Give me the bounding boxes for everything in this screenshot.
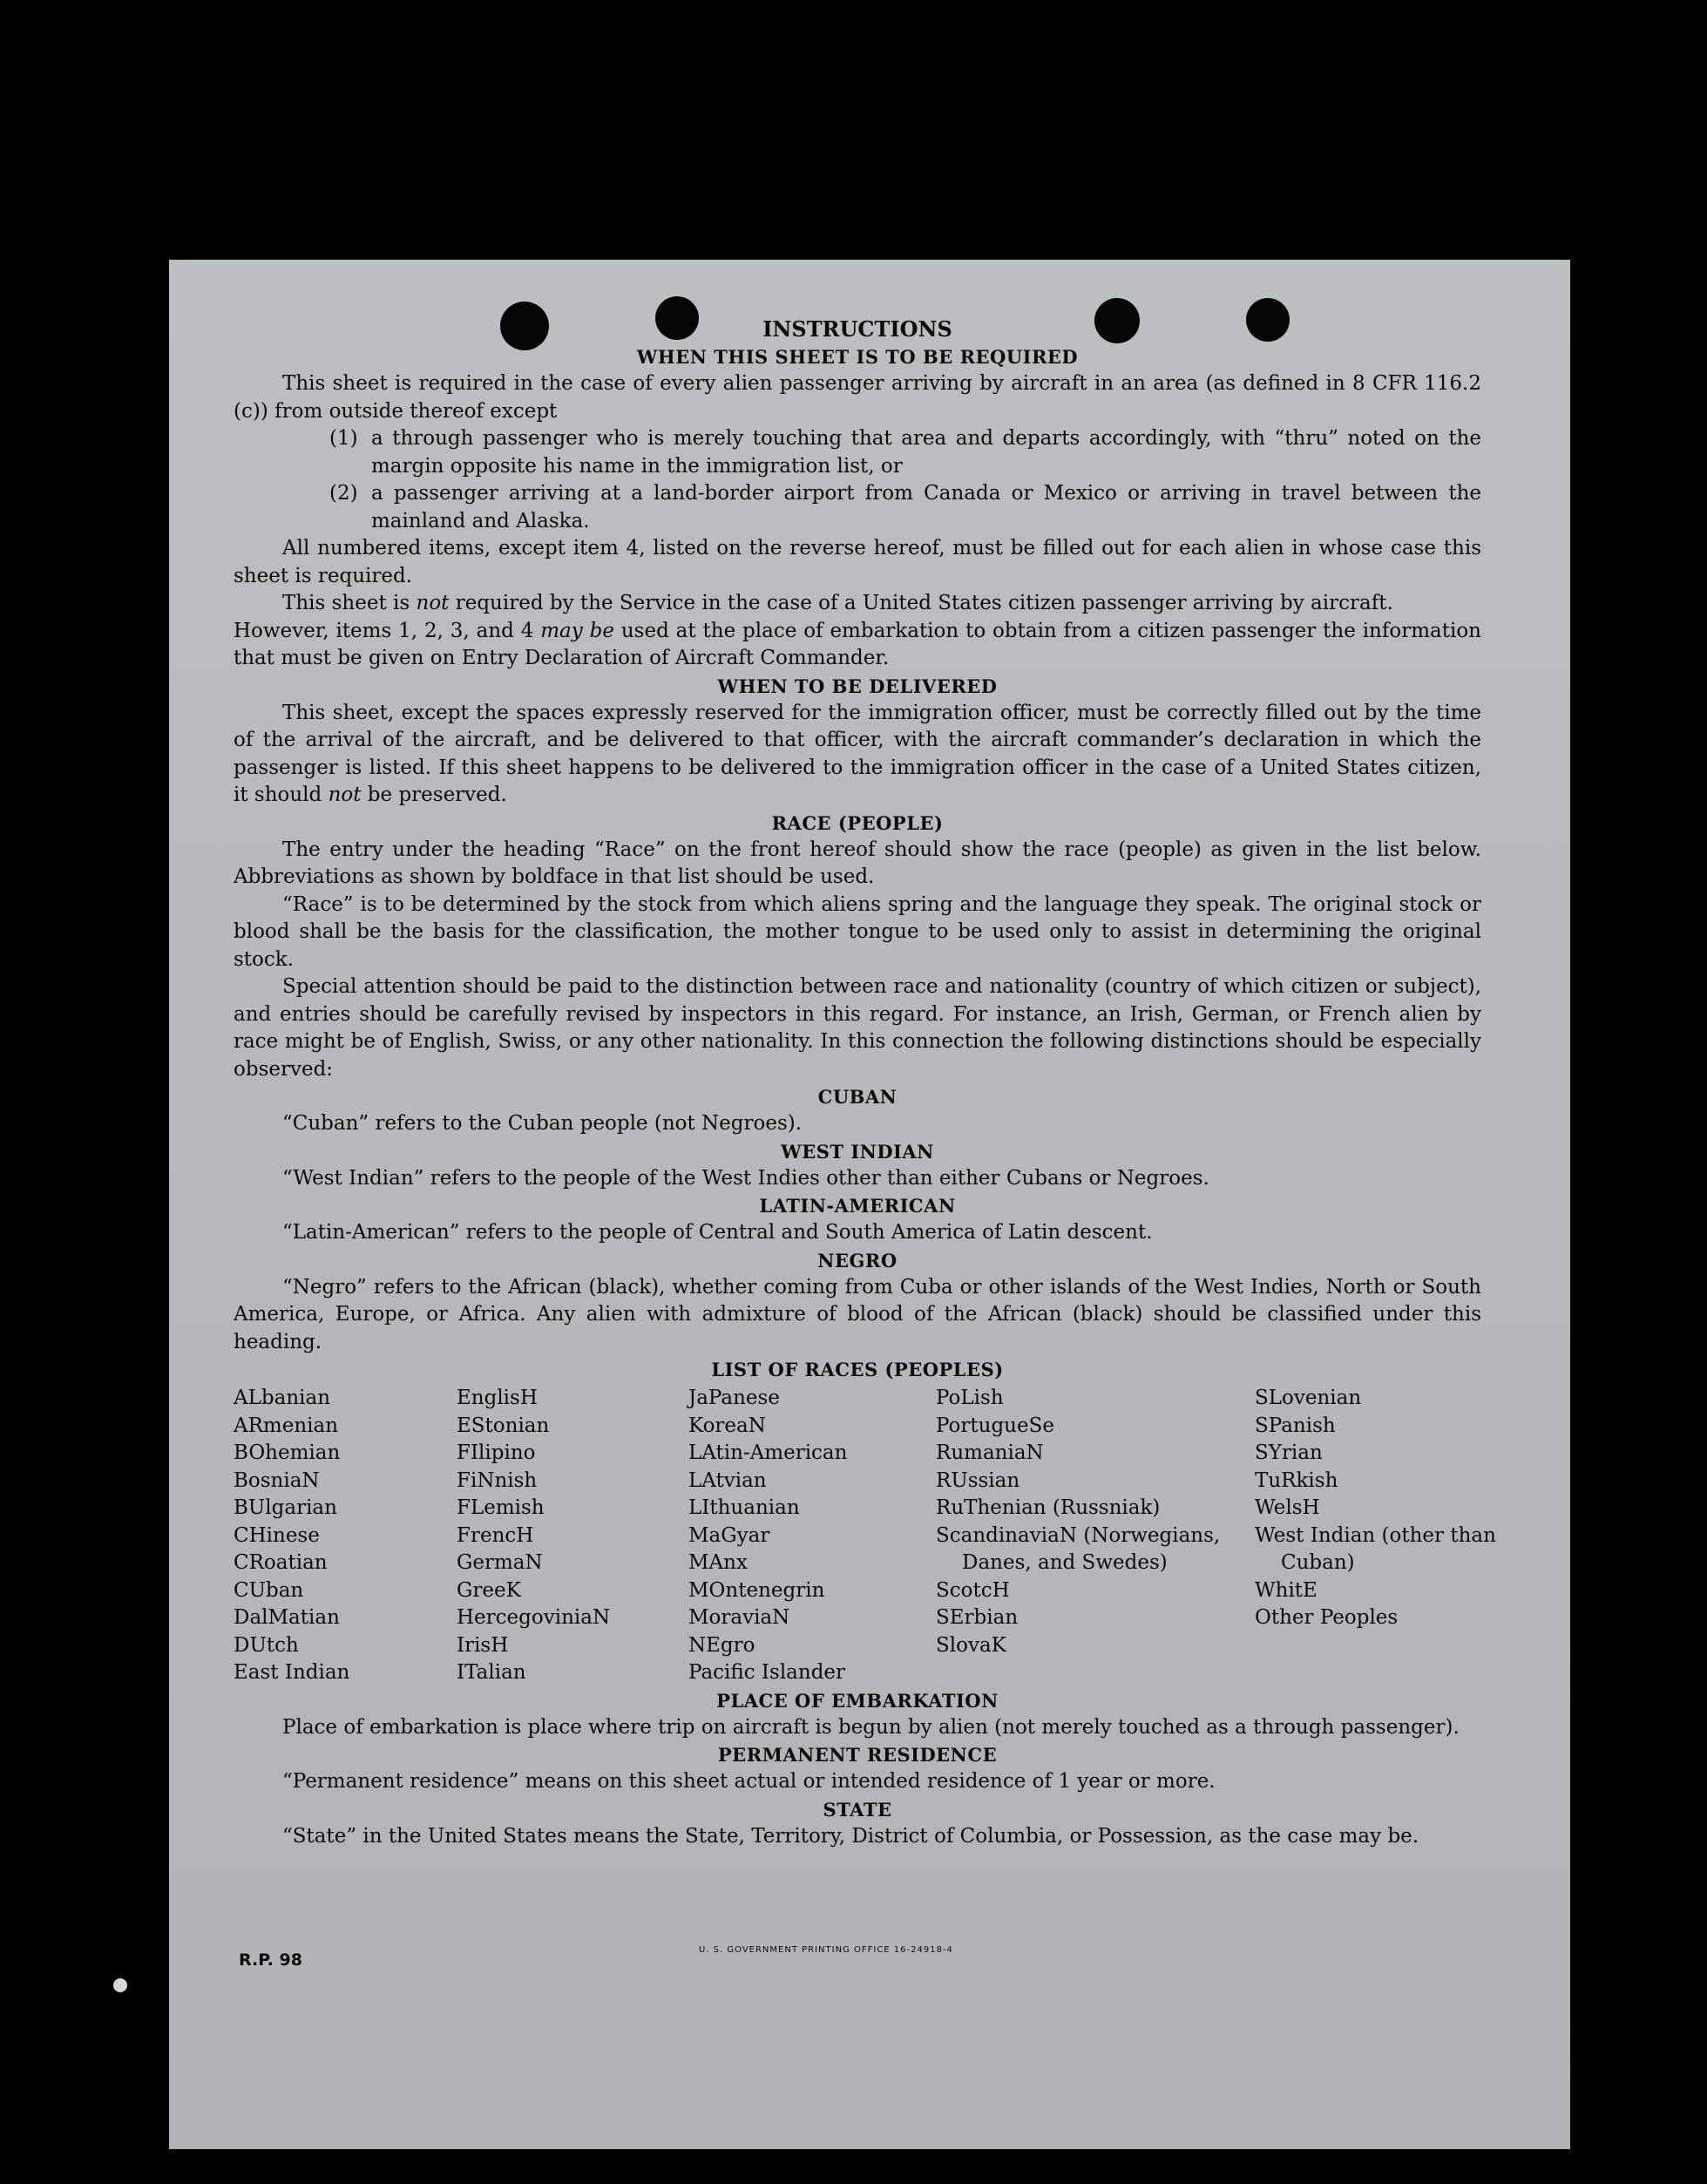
section-heading-cuban: CUBAN xyxy=(817,1086,898,1108)
section-heading-residence: PERMANENT RESIDENCE xyxy=(717,1744,998,1766)
exception-item-2 xyxy=(329,480,1481,535)
race-entry: DUtch xyxy=(234,1633,299,1657)
required-intro: This sheet is required in the case of every alien passenger arriving by aircraft in an area (as defined in 8 CFR 116.2 (c)) from outside thereof except xyxy=(234,372,1481,423)
citizen-paragraph: This sheet is not required by the Service in the case of a United States citizen passenger arriving by aircraft. xyxy=(282,592,1393,614)
races-column-4 xyxy=(936,1385,1255,1687)
race-entry: MAnx xyxy=(688,1551,748,1574)
race-entry: SErbian xyxy=(936,1606,1019,1629)
races-column-5 xyxy=(1255,1385,1496,1687)
race-entry: WelsH xyxy=(1255,1496,1320,1519)
race-paragraph-3: Special attention should be paid to the distinction between race and nationality (country of which citizen or subject), and entries should be carefully revised by inspectors in this regard. For instance, an Irish, German, or French alien by race might be of English, Swiss, or any other nationality. In this connection the following distinctions should be especially observed: xyxy=(234,975,1481,1081)
races-column-3 xyxy=(688,1385,936,1687)
numbered-items-paragraph: All numbered items, except item 4, listed on the reverse hereof, must be filled out for each alien in whose case this sheet is required. xyxy=(234,537,1481,587)
cuban-text: “Cuban” refers to the Cuban people (not Negroes). xyxy=(282,1112,803,1135)
race-entry: BUlgarian xyxy=(234,1496,337,1519)
exception-item-1 xyxy=(329,425,1481,480)
form-number: R.P. 98 xyxy=(239,1950,302,1970)
race-entry: EnglisH xyxy=(457,1387,538,1409)
instructions-content xyxy=(234,315,1496,1850)
race-entry: CRoatian xyxy=(234,1551,328,1574)
race-entry: FLemish xyxy=(457,1496,545,1519)
race-entry: SYrian xyxy=(1255,1441,1323,1464)
latin-american-text: “Latin-American” refers to the people of Central and South America of Latin descent. xyxy=(282,1221,1153,1244)
race-entry: ARmenian xyxy=(234,1414,339,1437)
item-text: a through passenger who is merely touching that area and departs accordingly, with “thru” noted on the margin opposite his name in the immigration list, or xyxy=(371,427,1481,478)
race-entry: TuRkish xyxy=(1255,1468,1338,1492)
race-entry: ScandinaviaN (Norwegians, Danes, and Swedes) xyxy=(936,1523,1221,1574)
race-entry: East Indian xyxy=(234,1661,350,1684)
section-heading-race: RACE (PEOPLE) xyxy=(771,811,944,834)
race-entry: EStonian xyxy=(457,1414,550,1437)
section-heading-embarkation: PLACE OF EMBARKATION xyxy=(716,1689,999,1712)
race-entry: ALbanian xyxy=(234,1387,331,1409)
race-entry: ITalian xyxy=(457,1661,526,1684)
race-entry: CUban xyxy=(234,1578,304,1602)
races-column-2 xyxy=(457,1385,688,1687)
race-entry: MOntenegrin xyxy=(688,1578,825,1602)
race-entry: BosniaN xyxy=(234,1468,320,1492)
race-entry: FiNnish xyxy=(457,1468,538,1492)
race-entry: SlovaK xyxy=(936,1633,1006,1657)
state-text: “State” in the United States means the State, Territory, District of Columbia, or Possession, as the case may be. xyxy=(282,1824,1419,1848)
race-entry: FrencH xyxy=(457,1523,534,1547)
race-entry: MoraviaN xyxy=(688,1606,790,1629)
race-entry: GreeK xyxy=(457,1578,521,1602)
residence-text: “Permanent residence” means on this sheet actual or intended residence of 1 year or more. xyxy=(282,1770,1216,1793)
race-entry: CHinese xyxy=(234,1523,320,1547)
race-entry: Pacific Islander xyxy=(688,1661,846,1684)
race-entry: RuThenian (Russniak) xyxy=(936,1496,1161,1519)
race-entry: LIthuanian xyxy=(688,1496,800,1519)
race-entry: Other Peoples xyxy=(1255,1606,1399,1629)
negro-text: “Negro” refers to the African (black), whether coming from Cuba or other islands of the West Indies, North or South America, Europe, or Africa. Any alien with admixture of blood of the African (black) should be classified under this heading. xyxy=(234,1275,1481,1353)
item-text: a passenger arriving at a land-border airport from Canada or Mexico or arriving in travel between the mainland and Alaska. xyxy=(371,482,1481,532)
race-entry: RumaniaN xyxy=(936,1441,1044,1464)
embarkation-text: Place of embarkation is place where trip on aircraft is begun by alien (not merely touched as a through passenger). xyxy=(282,1715,1460,1739)
race-entry: IrisH xyxy=(457,1633,509,1657)
section-heading-delivered: WHEN TO BE DELIVERED xyxy=(717,675,998,697)
item-number: (1) xyxy=(329,427,358,450)
race-entry: FIlipino xyxy=(457,1441,536,1464)
item-number: (2) xyxy=(329,482,358,505)
race-entry: RUssian xyxy=(936,1468,1020,1492)
document-sheet xyxy=(169,260,1570,2149)
section-heading-state: STATE xyxy=(823,1798,892,1821)
race-entry: KoreaN xyxy=(688,1414,766,1437)
race-entry: West Indian (other than Cuban) xyxy=(1255,1523,1496,1574)
race-entry: GermaN xyxy=(457,1551,543,1574)
race-entry: DalMatian xyxy=(234,1606,340,1629)
section-heading-latin-american: LATIN-AMERICAN xyxy=(759,1195,956,1217)
however-paragraph: However, items 1, 2, 3, and 4 may be used at the place of embarkation to obtain from a citizen passenger the information that must be given on Entry Declaration of Aircraft Commander. xyxy=(234,619,1481,669)
race-paragraph-2: “Race” is to be determined by the stock from which aliens spring and the language they speak. The original stock or blood shall be the basis for the classification, the mother tongue to be used only to assist in determining the original stock. xyxy=(234,892,1481,971)
delivered-paragraph: This sheet, except the spaces expressly reserved for the immigration officer, must be correctly filled out by the time of the arrival of the aircraft, and be delivered to that officer, with the aircraft commander’s declaration in which the passenger is listed. If this sheet happens to be delivered to the immigration officer in the case of a United States citizen, it should not be preserved. xyxy=(234,701,1481,806)
race-entry: MaGyar xyxy=(688,1523,770,1547)
race-entry: NEgro xyxy=(688,1633,755,1657)
race-entry: LAtin-American xyxy=(688,1441,848,1464)
west-indian-text: “West Indian” refers to the people of the West Indies other than either Cubans or Negroes. xyxy=(282,1166,1209,1190)
section-heading-races-list: LIST OF RACES (PEOPLES) xyxy=(711,1359,1004,1380)
section-heading-negro: NEGRO xyxy=(817,1249,898,1272)
race-entry: HercegoviniaN xyxy=(457,1606,611,1629)
section-heading-west-indian: WEST INDIAN xyxy=(781,1140,934,1163)
race-entry: PoLish xyxy=(936,1387,1004,1409)
races-list xyxy=(234,1385,1496,1687)
races-column-1 xyxy=(234,1385,457,1687)
race-entry: BOhemian xyxy=(234,1441,341,1464)
race-entry: SLovenian xyxy=(1255,1387,1362,1409)
race-entry: SPanish xyxy=(1255,1414,1336,1437)
scan-artifact-dot xyxy=(113,1978,127,1992)
printer-imprint: U. S. GOVERNMENT PRINTING OFFICE 16-24918-4 xyxy=(699,1945,953,1955)
page-title: INSTRUCTIONS xyxy=(762,316,952,342)
race-entry: JaPanese xyxy=(688,1387,780,1409)
race-entry: ScotcH xyxy=(936,1578,1010,1602)
race-entry: WhitE xyxy=(1255,1578,1318,1602)
section-heading-required: WHEN THIS SHEET IS TO BE REQUIRED xyxy=(636,346,1079,368)
race-paragraph-1: The entry under the heading “Race” on the front hereof should show the race (people) as given in the list below. Abbreviations as shown by boldface in that list should be used. xyxy=(234,838,1481,888)
race-entry: PortugueSe xyxy=(936,1414,1054,1437)
race-entry: LAtvian xyxy=(688,1468,767,1492)
